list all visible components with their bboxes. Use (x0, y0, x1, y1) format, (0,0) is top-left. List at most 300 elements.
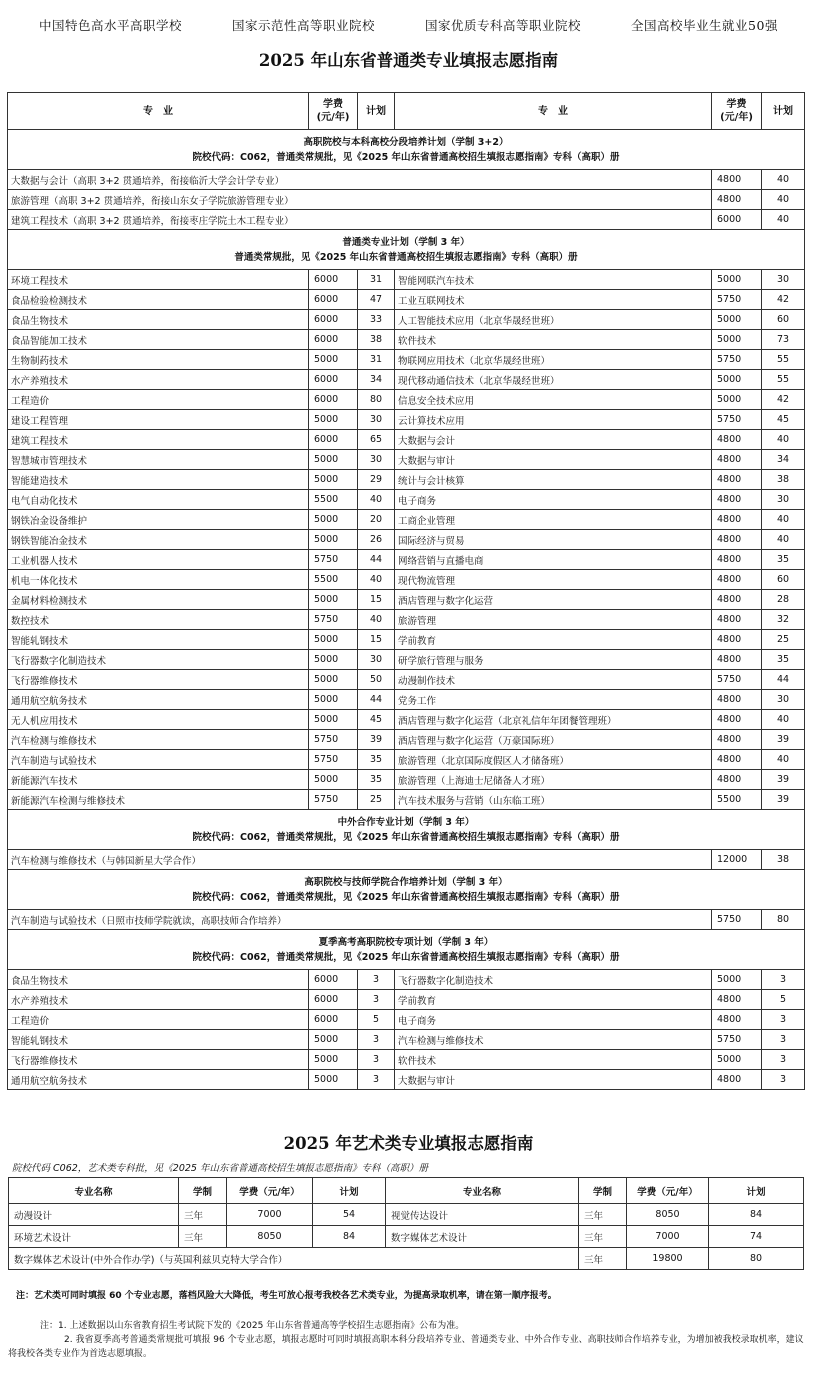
major-name: 研学旅行管理与服务 (395, 650, 712, 670)
footnote-1: 注：1. 上述数据以山东省教育招生考试院下发的《2025 年山东省普通高等学校招生志愿指南》公布为准。 (40, 1321, 465, 1331)
major-fee: 5000 (309, 530, 358, 550)
table-row (8, 290, 805, 310)
major-fee: 5000 (309, 590, 358, 610)
major-fee: 4800 (712, 450, 762, 470)
major-name: 酒店管理与数字化运营 (395, 590, 712, 610)
major-fee: 5750 (309, 550, 358, 570)
major-fee: 5500 (712, 790, 762, 810)
major-fee: 5000 (712, 970, 762, 990)
major-name: 无人机应用技术 (8, 710, 309, 730)
major-fee: 5750 (712, 410, 762, 430)
table-row (8, 370, 805, 390)
section-header (8, 130, 805, 170)
major-plan: 38 (762, 470, 805, 490)
section-subtitle: 院校代码：C062，普通类常规批，见《2025 年山东省普通高校招生填报志愿指南》专科（高职）册 (192, 951, 620, 963)
major-plan: 42 (762, 390, 805, 410)
major-fee: 5750 (712, 910, 762, 930)
major-fee: 4800 (712, 750, 762, 770)
major-plan: 40 (762, 430, 805, 450)
major-name: 建筑工程技术 (8, 430, 309, 450)
major-plan: 35 (358, 770, 395, 790)
art-plan: 84 (313, 1226, 386, 1248)
section-subtitle: 普通类常规批，见《2025 年山东省普通高校招生填报志愿指南》专科（高职）册 (234, 251, 578, 263)
major-fee: 5000 (712, 1050, 762, 1070)
major-plan: 35 (762, 650, 805, 670)
art-header-years: 学制 (579, 1178, 627, 1204)
table-row (8, 710, 805, 730)
major-plan: 60 (762, 570, 805, 590)
major-fee: 4800 (712, 1010, 762, 1030)
major-plan: 31 (358, 270, 395, 290)
art-subtitle: 院校代码 C062，艺术类专科批，见《2025 年山东省普通高校招生填报志愿指南》专科（高职）册 (12, 1163, 428, 1174)
major-name: 水产养殖技术 (8, 990, 309, 1010)
art-name: 数字媒体艺术设计 (386, 1226, 579, 1248)
major-plan: 26 (358, 530, 395, 550)
major-name: 人工智能技术应用（北京华晟经世班） (395, 310, 712, 330)
major-plan: 44 (762, 670, 805, 690)
art-fee: 7000 (227, 1204, 313, 1226)
art-title: 2025 年艺术类专业填报志愿指南 (283, 1134, 534, 1153)
table-row (8, 430, 805, 450)
major-fee: 5000 (309, 630, 358, 650)
major-name: 酒店管理与数字化运营（北京礼信年年团餐管理班） (395, 710, 712, 730)
major-name: 汽车检测与维修技术 (8, 730, 309, 750)
badge: 全国高校毕业生就业50强 (631, 18, 778, 33)
major-fee: 4800 (712, 710, 762, 730)
major-plan: 40 (358, 610, 395, 630)
table-row (8, 470, 805, 490)
art-majors-table (8, 1177, 804, 1270)
major-fee: 6000 (309, 370, 358, 390)
section-header (8, 930, 805, 970)
major-plan: 34 (762, 450, 805, 470)
major-name: 学前教育 (395, 630, 712, 650)
table-row (8, 910, 805, 930)
major-plan: 32 (762, 610, 805, 630)
major-plan: 55 (762, 370, 805, 390)
major-plan: 35 (762, 550, 805, 570)
major-name: 学前教育 (395, 990, 712, 1010)
table-row (8, 790, 805, 810)
major-fee: 5750 (712, 290, 762, 310)
major-name: 食品生物技术 (8, 970, 309, 990)
major-name: 统计与会计核算 (395, 470, 712, 490)
major-plan: 40 (358, 570, 395, 590)
table-row (8, 990, 805, 1010)
major-fee: 4800 (712, 470, 762, 490)
major-name: 现代物流管理 (395, 570, 712, 590)
table-row (8, 310, 805, 330)
major-plan: 3 (762, 1070, 805, 1090)
major-name: 工商企业管理 (395, 510, 712, 530)
page-title: 2025 年山东省普通类专业填报志愿指南 (258, 51, 559, 70)
major-plan: 20 (358, 510, 395, 530)
major-name: 环境工程技术 (8, 270, 309, 290)
major-fee: 4800 (712, 630, 762, 650)
major-name: 智慧城市管理技术 (8, 450, 309, 470)
major-name: 建设工程管理 (8, 410, 309, 430)
table-row (8, 570, 805, 590)
major-plan: 30 (762, 270, 805, 290)
major-fee: 4800 (712, 550, 762, 570)
header-plan: 计划 (358, 93, 395, 130)
art-plan: 74 (709, 1226, 804, 1248)
art-header-fee: 学费（元/年） (227, 1178, 313, 1204)
art-header-fee: 学费（元/年） (627, 1178, 709, 1204)
major-fee: 5000 (712, 330, 762, 350)
section-subtitle: 院校代码：C062，普通类常规批，见《2025 年山东省普通高校招生填报志愿指南》专科（高职）册 (192, 831, 620, 843)
major-name: 飞行器数字化制造技术 (395, 970, 712, 990)
major-fee: 4800 (712, 1070, 762, 1090)
major-name: 水产养殖技术 (8, 370, 309, 390)
header-fee: 学费 (元/年) (309, 93, 358, 130)
major-plan: 39 (762, 790, 805, 810)
table-row (8, 650, 805, 670)
major-fee: 4800 (712, 530, 762, 550)
table-row (8, 210, 805, 230)
major-fee: 5000 (309, 350, 358, 370)
table-row (8, 1010, 805, 1030)
major-name: 食品智能加工技术 (8, 330, 309, 350)
major-name: 工程造价 (8, 390, 309, 410)
major-plan: 30 (762, 690, 805, 710)
major-fee: 5000 (309, 410, 358, 430)
table-row (8, 1070, 805, 1090)
major-name: 电气自动化技术 (8, 490, 309, 510)
section-header-row (8, 930, 805, 970)
major-name: 大数据与会计 (395, 430, 712, 450)
major-plan: 39 (762, 770, 805, 790)
art-fee: 8050 (627, 1204, 709, 1226)
major-fee: 5000 (309, 650, 358, 670)
major-name: 旅游管理（上海迪士尼储备人才班） (395, 770, 712, 790)
major-plan: 44 (358, 690, 395, 710)
major-fee: 5000 (309, 510, 358, 530)
art-years: 三年 (579, 1226, 627, 1248)
art-header-row (9, 1178, 804, 1204)
major-plan: 39 (762, 730, 805, 750)
table-row (8, 970, 805, 990)
major-name: 汽车检测与维修技术（与韩国新星大学合作） (8, 850, 712, 870)
table-row (8, 590, 805, 610)
major-name: 建筑工程技术（高职 3+2 贯通培养，衔接枣庄学院土木工程专业） (8, 210, 712, 230)
major-plan: 25 (358, 790, 395, 810)
art-plan: 80 (709, 1248, 804, 1270)
major-fee: 4800 (712, 990, 762, 1010)
art-years: 三年 (579, 1248, 627, 1270)
major-fee: 4800 (712, 570, 762, 590)
major-plan: 40 (358, 490, 395, 510)
section-title: 普通类专业计划（学制 3 年） (342, 236, 470, 248)
major-plan: 40 (762, 510, 805, 530)
major-plan: 15 (358, 630, 395, 650)
major-name: 旅游管理 (395, 610, 712, 630)
major-fee: 5750 (309, 610, 358, 630)
table-row (8, 510, 805, 530)
major-fee: 4800 (712, 770, 762, 790)
art-years: 三年 (579, 1204, 627, 1226)
art-name: 动漫设计 (9, 1204, 179, 1226)
footnote-2: 2. 我省夏季高考普通类常规批可填报 96 个专业志愿，填报志愿时可同时填报高职本科分段培养专业、普通类专业、中外合作专业、高职技师合作培养专业，为增加被我校录取机率，建议将我校各类专业作为首选志愿填报。 (8, 1335, 804, 1359)
art-header-name: 专业名称 (386, 1178, 579, 1204)
major-fee: 6000 (309, 290, 358, 310)
major-name: 云计算技术应用 (395, 410, 712, 430)
major-fee: 6000 (309, 330, 358, 350)
major-plan: 65 (358, 430, 395, 450)
major-plan: 15 (358, 590, 395, 610)
major-plan: 3 (762, 1030, 805, 1050)
art-name: 视觉传达设计 (386, 1204, 579, 1226)
major-plan: 5 (762, 990, 805, 1010)
major-name: 电子商务 (395, 1010, 712, 1030)
major-plan: 30 (358, 650, 395, 670)
major-fee: 5750 (712, 670, 762, 690)
table-row (8, 670, 805, 690)
section-header (8, 810, 805, 850)
major-name: 软件技术 (395, 330, 712, 350)
major-plan: 80 (762, 910, 805, 930)
major-fee: 6000 (309, 990, 358, 1010)
major-plan: 39 (358, 730, 395, 750)
major-fee: 5750 (309, 750, 358, 770)
table-row (8, 350, 805, 370)
table-row (8, 550, 805, 570)
art-fee: 7000 (627, 1226, 709, 1248)
major-fee: 6000 (309, 1010, 358, 1030)
major-name: 现代移动通信技术（北京华晟经世班） (395, 370, 712, 390)
major-plan: 5 (358, 1010, 395, 1030)
major-fee: 4800 (712, 690, 762, 710)
major-plan: 3 (762, 970, 805, 990)
art-header-plan: 计划 (709, 1178, 804, 1204)
table-row (8, 850, 805, 870)
table-row (8, 410, 805, 430)
major-plan: 25 (762, 630, 805, 650)
major-name: 机电一体化技术 (8, 570, 309, 590)
major-name: 智能轧钢技术 (8, 1030, 309, 1050)
major-name: 钢铁智能冶金技术 (8, 530, 309, 550)
major-plan: 3 (762, 1010, 805, 1030)
major-fee: 5000 (712, 390, 762, 410)
major-name: 汽车检测与维修技术 (395, 1030, 712, 1050)
major-fee: 6000 (309, 270, 358, 290)
major-plan: 29 (358, 470, 395, 490)
major-name: 食品检验检测技术 (8, 290, 309, 310)
major-name: 电子商务 (395, 490, 712, 510)
major-fee: 5750 (309, 730, 358, 750)
art-years: 三年 (179, 1226, 227, 1248)
major-plan: 47 (358, 290, 395, 310)
badge: 国家示范性高等职业院校 (232, 18, 376, 33)
major-name: 工业机器人技术 (8, 550, 309, 570)
table-row (8, 270, 805, 290)
major-name: 智能轧钢技术 (8, 630, 309, 650)
major-name: 钢铁冶金设备维护 (8, 510, 309, 530)
major-fee: 5000 (309, 1030, 358, 1050)
major-fee: 4800 (712, 590, 762, 610)
major-plan: 33 (358, 310, 395, 330)
table-row (8, 610, 805, 630)
header-plan: 计划 (762, 93, 805, 130)
major-plan: 3 (358, 1070, 395, 1090)
major-name: 飞行器数字化制造技术 (8, 650, 309, 670)
major-plan: 3 (762, 1050, 805, 1070)
header-major: 专 业 (8, 93, 309, 130)
major-fee: 5000 (712, 370, 762, 390)
art-header-name: 专业名称 (9, 1178, 179, 1204)
section-header-row (8, 870, 805, 910)
major-name: 智能建造技术 (8, 470, 309, 490)
table-row (9, 1204, 804, 1226)
major-fee: 5000 (309, 770, 358, 790)
major-name: 动漫制作技术 (395, 670, 712, 690)
section-title: 高职院校与技师学院合作培养计划（学制 3 年） (304, 876, 508, 888)
major-plan: 60 (762, 310, 805, 330)
major-fee: 4800 (712, 430, 762, 450)
major-fee: 4800 (712, 610, 762, 630)
art-name: 数字媒体艺术设计(中外合作办学)（与英国利兹贝克特大学合作） (9, 1248, 579, 1270)
art-name: 环境艺术设计 (9, 1226, 179, 1248)
major-plan: 45 (762, 410, 805, 430)
art-plan: 54 (313, 1204, 386, 1226)
major-fee: 6000 (309, 390, 358, 410)
major-fee: 5750 (309, 790, 358, 810)
table-row (9, 1248, 804, 1270)
major-fee: 5750 (712, 350, 762, 370)
major-plan: 3 (358, 1030, 395, 1050)
header-fee: 学费 (元/年) (712, 93, 762, 130)
major-plan: 44 (358, 550, 395, 570)
section-header-row (8, 130, 805, 170)
table-header-row (8, 93, 805, 130)
major-fee: 5000 (712, 310, 762, 330)
major-name: 汽车技术服务与营销（山东临工班） (395, 790, 712, 810)
art-years: 三年 (179, 1204, 227, 1226)
major-fee: 6000 (309, 970, 358, 990)
major-fee: 4800 (712, 170, 762, 190)
section-subtitle: 院校代码：C062，普通类常规批，见《2025 年山东省普通高校招生填报志愿指南》专科（高职）册 (192, 891, 620, 903)
major-name: 党务工作 (395, 690, 712, 710)
section-title: 夏季高考高职院校专项计划（学制 3 年） (318, 936, 494, 948)
major-name: 大数据与审计 (395, 1070, 712, 1090)
major-fee: 5000 (712, 270, 762, 290)
art-fee: 19800 (627, 1248, 709, 1270)
major-plan: 40 (762, 750, 805, 770)
major-fee: 4800 (712, 190, 762, 210)
major-plan: 40 (762, 710, 805, 730)
major-name: 食品生物技术 (8, 310, 309, 330)
major-name: 大数据与会计（高职 3+2 贯通培养，衔接临沂大学会计学专业） (8, 170, 712, 190)
major-name: 工程造价 (8, 1010, 309, 1030)
major-fee: 5500 (309, 570, 358, 590)
major-name: 大数据与审计 (395, 450, 712, 470)
badge: 国家优质专科高等职业院校 (425, 18, 582, 33)
major-plan: 3 (358, 970, 395, 990)
header-major: 专 业 (395, 93, 712, 130)
major-name: 新能源汽车技术 (8, 770, 309, 790)
major-plan: 30 (358, 450, 395, 470)
art-fee: 8050 (227, 1226, 313, 1248)
header-badges (0, 16, 817, 34)
major-fee: 5000 (309, 450, 358, 470)
art-plan: 84 (709, 1204, 804, 1226)
major-fee: 4800 (712, 650, 762, 670)
major-plan: 45 (358, 710, 395, 730)
major-name: 工业互联网技术 (395, 290, 712, 310)
table-row (8, 1050, 805, 1070)
major-fee: 5000 (309, 670, 358, 690)
table-row (8, 190, 805, 210)
major-fee: 5000 (309, 690, 358, 710)
major-plan: 73 (762, 330, 805, 350)
table-row (8, 770, 805, 790)
major-fee: 5500 (309, 490, 358, 510)
major-fee: 4800 (712, 730, 762, 750)
major-name: 软件技术 (395, 1050, 712, 1070)
major-plan: 35 (358, 750, 395, 770)
major-plan: 30 (762, 490, 805, 510)
major-plan: 42 (762, 290, 805, 310)
major-name: 飞行器维修技术 (8, 670, 309, 690)
major-name: 飞行器维修技术 (8, 1050, 309, 1070)
major-name: 国际经济与贸易 (395, 530, 712, 550)
major-name: 金属材料检测技术 (8, 590, 309, 610)
section-header-row (8, 810, 805, 850)
major-plan: 38 (762, 850, 805, 870)
major-plan: 55 (762, 350, 805, 370)
major-fee: 6000 (712, 210, 762, 230)
major-fee: 5000 (309, 470, 358, 490)
major-plan: 28 (762, 590, 805, 610)
art-note: 注：艺术类可同时填报 60 个专业志愿，落档风险大大降低，考生可放心报考我校各艺术类专业，为提高录取机率，请在第一顺序报考。 (16, 1291, 557, 1301)
art-header-years: 学制 (179, 1178, 227, 1204)
major-name: 通用航空航务技术 (8, 690, 309, 710)
major-plan: 31 (358, 350, 395, 370)
table-row (8, 730, 805, 750)
major-name: 汽车制造与试验技术（日照市技师学院就读，高职技师合作培养） (8, 910, 712, 930)
art-header-plan: 计划 (313, 1178, 386, 1204)
major-name: 网络营销与直播电商 (395, 550, 712, 570)
table-row (8, 1030, 805, 1050)
major-plan: 3 (358, 1050, 395, 1070)
section-header (8, 870, 805, 910)
major-name: 旅游管理（北京国际度假区人才储备班） (395, 750, 712, 770)
major-fee: 12000 (712, 850, 762, 870)
major-name: 旅游管理（高职 3+2 贯通培养，衔接山东女子学院旅游管理专业） (8, 190, 712, 210)
main-majors-table (7, 92, 805, 1090)
section-subtitle: 院校代码：C062，普通类常规批，见《2025 年山东省普通高校招生填报志愿指南》专科（高职）册 (192, 151, 620, 163)
table-row (9, 1226, 804, 1248)
major-name: 生物制药技术 (8, 350, 309, 370)
major-plan: 30 (358, 410, 395, 430)
major-fee: 5000 (309, 710, 358, 730)
table-row (8, 630, 805, 650)
major-name: 通用航空航务技术 (8, 1070, 309, 1090)
major-fee: 6000 (309, 310, 358, 330)
section-header (8, 230, 805, 270)
major-fee: 5000 (309, 1050, 358, 1070)
table-row (8, 170, 805, 190)
major-plan: 38 (358, 330, 395, 350)
major-name: 酒店管理与数字化运营（万豪国际班） (395, 730, 712, 750)
major-name: 物联网应用技术（北京华晟经世班） (395, 350, 712, 370)
major-fee: 4800 (712, 490, 762, 510)
table-row (8, 750, 805, 770)
major-plan: 50 (358, 670, 395, 690)
major-plan: 40 (762, 210, 805, 230)
section-title: 高职院校与本科高校分段培养计划（学制 3+2） (303, 136, 509, 148)
section-title: 中外合作专业计划（学制 3 年） (337, 816, 475, 828)
